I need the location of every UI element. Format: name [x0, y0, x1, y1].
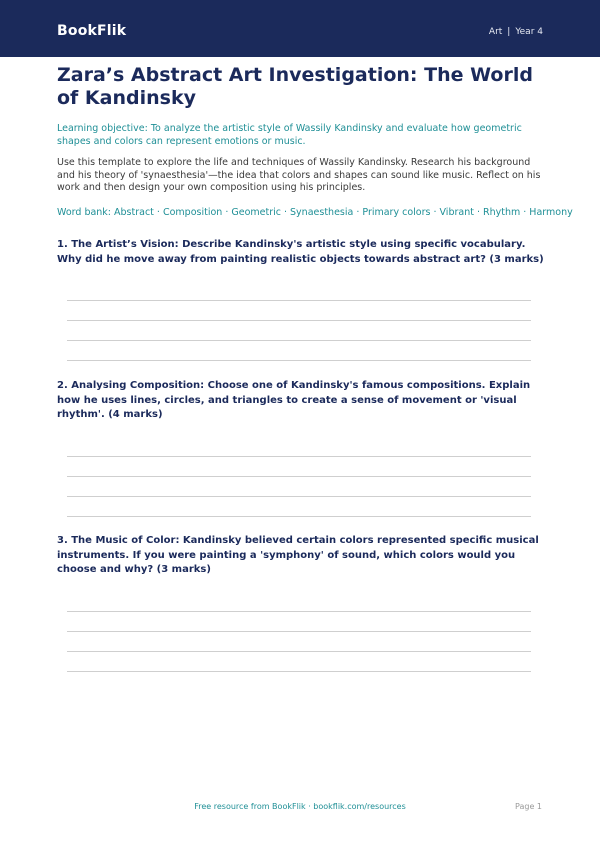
brand-logo-text[interactable]: BookFlik	[57, 23, 127, 39]
worksheet-title: Zara’s Abstract Art Investigation: The World of Kandinsky	[57, 64, 533, 109]
answer-line[interactable]	[67, 456, 531, 457]
footer-credit[interactable]: Free resource from BookFlik · bookflik.com/resources	[194, 802, 406, 811]
question-2: 2. Analysing Composition: Choose one of Kandinsky's famous compositions. Explain how he uses lines, circles, and triangles to create a sense of movement or 'visual rhythm'. (4 marks)	[57, 380, 531, 420]
word-bank: Word bank: Abstract · Composition · Geometric · Synaesthesia · Primary colors · Vibrant · Rhythm · Harmony	[57, 207, 573, 218]
page-header	[0, 0, 600, 57]
subject-year-label	[489, 27, 543, 37]
answer-line[interactable]	[67, 651, 531, 652]
intro-paragraph: Use this template to explore the life and techniques of Wassily Kandinsky. Research his background and his theory of 'synaesthesia'—the idea that colors and shapes can sound like music. Reflect on his work and then design your own composition using his principles.	[57, 157, 541, 193]
answer-line[interactable]	[67, 671, 531, 672]
question-3: 3. The Music of Color: Kandinsky believed certain colors represented specific musical instruments. If you were painting a 'symphony' of sound, which colors would you choose and why? (3 marks)	[57, 535, 539, 575]
answer-line[interactable]	[67, 340, 531, 341]
question-1: 1. The Artist’s Vision: Describe Kandinsky's artistic style using specific vocabulary. Why did he move away from painting realistic objects towards abstract art? (3 marks)	[57, 239, 544, 265]
answer-line[interactable]	[67, 631, 531, 632]
answer-line[interactable]	[67, 496, 531, 497]
answer-line[interactable]	[67, 320, 531, 321]
answer-line[interactable]	[67, 300, 531, 301]
answer-line[interactable]	[67, 611, 531, 612]
answer-line[interactable]	[67, 360, 531, 361]
header-separator: |	[507, 27, 511, 37]
learning-objective: Learning objective: To analyze the artistic style of Wassily Kandinsky and evaluate how geometric shapes and colors can represent emotions or music.	[57, 123, 522, 147]
year-label: Year 4	[515, 27, 543, 37]
answer-line[interactable]	[67, 476, 531, 477]
answer-line[interactable]	[67, 516, 531, 517]
subject-label: Art	[488, 27, 503, 37]
page-number: Page 1	[515, 802, 542, 811]
